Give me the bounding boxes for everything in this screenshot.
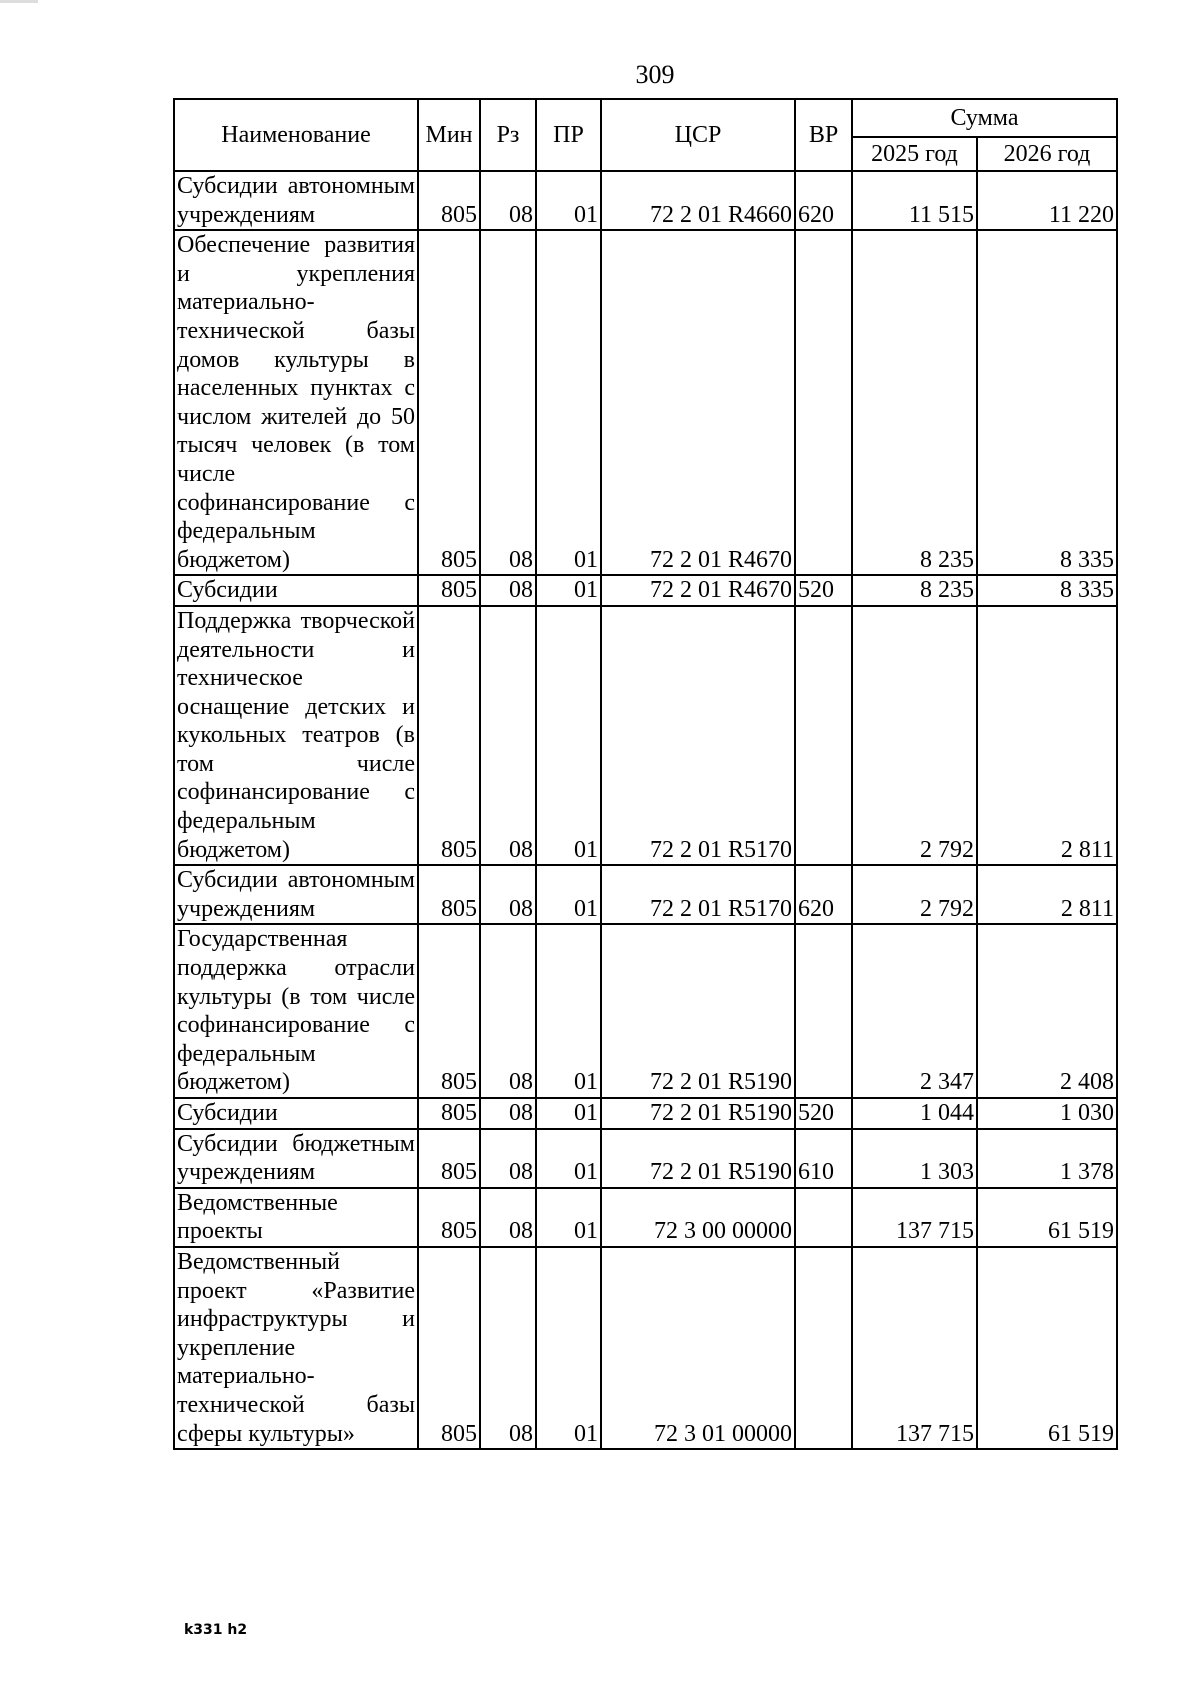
table-row xyxy=(174,924,1117,1098)
cell-vr xyxy=(795,606,852,865)
col-header-2025: 2025 год xyxy=(852,137,977,171)
cell-y2026: 11 220 xyxy=(977,171,1117,230)
cell-pr: 01 xyxy=(536,1129,601,1188)
cell-y2025: 8 235 xyxy=(852,575,977,606)
cell-csr: 72 3 01 00000 xyxy=(601,1247,795,1449)
cell-y2026: 61 519 xyxy=(977,1247,1117,1449)
cell-csr: 72 2 01 R5170 xyxy=(601,865,795,924)
cell-min: 805 xyxy=(418,924,480,1098)
cell-min: 805 xyxy=(418,230,480,575)
cell-csr: 72 3 00 00000 xyxy=(601,1188,795,1247)
table-row xyxy=(174,171,1117,230)
cell-name: Ведомственные проекты xyxy=(174,1188,418,1247)
cell-rz: 08 xyxy=(480,1098,536,1129)
table-row xyxy=(174,230,1117,575)
cell-y2025: 1 303 xyxy=(852,1129,977,1188)
cell-vr: 610 xyxy=(795,1129,852,1188)
col-header-name: Наименование xyxy=(174,99,418,171)
cell-rz: 08 xyxy=(480,865,536,924)
col-header-rz: Рз xyxy=(480,99,536,171)
cell-rz: 08 xyxy=(480,575,536,606)
cell-y2025: 137 715 xyxy=(852,1247,977,1449)
cell-rz: 08 xyxy=(480,230,536,575)
table-row xyxy=(174,1247,1117,1449)
cell-y2025: 11 515 xyxy=(852,171,977,230)
cell-name: Государственная поддержка отрасли культуры (в том числе софинансирование с федеральным бюджетом) xyxy=(174,924,418,1098)
cell-name: Поддержка творческой деятельности и техническое оснащение детских и кукольных театров (в том числе софинансирование с федеральным бюджетом) xyxy=(174,606,418,865)
table-row xyxy=(174,865,1117,924)
cell-y2025: 8 235 xyxy=(852,230,977,575)
cell-y2026: 2 811 xyxy=(977,865,1117,924)
cell-vr: 620 xyxy=(795,171,852,230)
footer-code: k331 h2 xyxy=(184,1622,248,1638)
table-row xyxy=(174,1098,1117,1129)
cell-y2025: 1 044 xyxy=(852,1098,977,1129)
cell-rz: 08 xyxy=(480,1129,536,1188)
col-header-sum: Сумма xyxy=(852,99,1117,137)
table-body xyxy=(174,171,1117,1449)
cell-pr: 01 xyxy=(536,1247,601,1449)
cell-min: 805 xyxy=(418,1188,480,1247)
cell-pr: 01 xyxy=(536,230,601,575)
cell-csr: 72 2 01 R5190 xyxy=(601,1129,795,1188)
cell-min: 805 xyxy=(418,575,480,606)
cell-min: 805 xyxy=(418,171,480,230)
cell-min: 805 xyxy=(418,606,480,865)
table-row xyxy=(174,1188,1117,1247)
cell-name: Субсидии xyxy=(174,575,418,606)
cell-name: Субсидии xyxy=(174,1098,418,1129)
cell-min: 805 xyxy=(418,865,480,924)
cell-min: 805 xyxy=(418,1098,480,1129)
cell-vr xyxy=(795,924,852,1098)
cell-vr: 620 xyxy=(795,865,852,924)
cell-y2026: 8 335 xyxy=(977,575,1117,606)
cell-pr: 01 xyxy=(536,1098,601,1129)
cell-rz: 08 xyxy=(480,924,536,1098)
cell-csr: 72 2 01 R4670 xyxy=(601,575,795,606)
cell-vr: 520 xyxy=(795,1098,852,1129)
col-header-pr: ПР xyxy=(536,99,601,171)
cell-y2025: 2 792 xyxy=(852,606,977,865)
cell-pr: 01 xyxy=(536,171,601,230)
cell-csr: 72 2 01 R4660 xyxy=(601,171,795,230)
cell-min: 805 xyxy=(418,1129,480,1188)
cell-pr: 01 xyxy=(536,575,601,606)
header-row xyxy=(174,99,1117,137)
cell-y2026: 61 519 xyxy=(977,1188,1117,1247)
cell-pr: 01 xyxy=(536,606,601,865)
table-row xyxy=(174,575,1117,606)
scan-edge-mark xyxy=(0,0,38,3)
cell-rz: 08 xyxy=(480,606,536,865)
cell-name: Обеспечение развития и укрепления материально-технической базы домов культуры в населенных пунктах с числом жителей до 50 тысяч человек (в том числе софинансирование с федеральным бюджетом) xyxy=(174,230,418,575)
cell-rz: 08 xyxy=(480,1247,536,1449)
cell-vr xyxy=(795,230,852,575)
col-header-csr: ЦСР xyxy=(601,99,795,171)
cell-y2026: 8 335 xyxy=(977,230,1117,575)
cell-csr: 72 2 01 R5170 xyxy=(601,606,795,865)
cell-rz: 08 xyxy=(480,171,536,230)
cell-y2026: 2 811 xyxy=(977,606,1117,865)
cell-csr: 72 2 01 R5190 xyxy=(601,924,795,1098)
cell-vr xyxy=(795,1247,852,1449)
cell-rz: 08 xyxy=(480,1188,536,1247)
cell-csr: 72 2 01 R5190 xyxy=(601,1098,795,1129)
cell-name: Ведомственный проект «Развитие инфраструктуры и укрепление материально-технической базы сферы культуры» xyxy=(174,1247,418,1449)
cell-pr: 01 xyxy=(536,924,601,1098)
col-header-min: Мин xyxy=(418,99,480,171)
cell-y2026: 2 408 xyxy=(977,924,1117,1098)
cell-csr: 72 2 01 R4670 xyxy=(601,230,795,575)
table-row xyxy=(174,1129,1117,1188)
col-header-2026: 2026 год xyxy=(977,137,1117,171)
cell-y2025: 2 347 xyxy=(852,924,977,1098)
cell-y2025: 137 715 xyxy=(852,1188,977,1247)
budget-table xyxy=(173,98,1118,1450)
cell-name: Субсидии автономным учреждениям xyxy=(174,865,418,924)
table-row xyxy=(174,606,1117,865)
cell-y2026: 1 030 xyxy=(977,1098,1117,1129)
cell-vr: 520 xyxy=(795,575,852,606)
cell-vr xyxy=(795,1188,852,1247)
cell-y2026: 1 378 xyxy=(977,1129,1117,1188)
cell-pr: 01 xyxy=(536,865,601,924)
col-header-vr: ВР xyxy=(795,99,852,171)
cell-name: Субсидии автономным учреждениям xyxy=(174,171,418,230)
cell-y2025: 2 792 xyxy=(852,865,977,924)
cell-pr: 01 xyxy=(536,1188,601,1247)
page-number: 309 xyxy=(635,60,675,89)
cell-name: Субсидии бюджетным учреждениям xyxy=(174,1129,418,1188)
cell-min: 805 xyxy=(418,1247,480,1449)
